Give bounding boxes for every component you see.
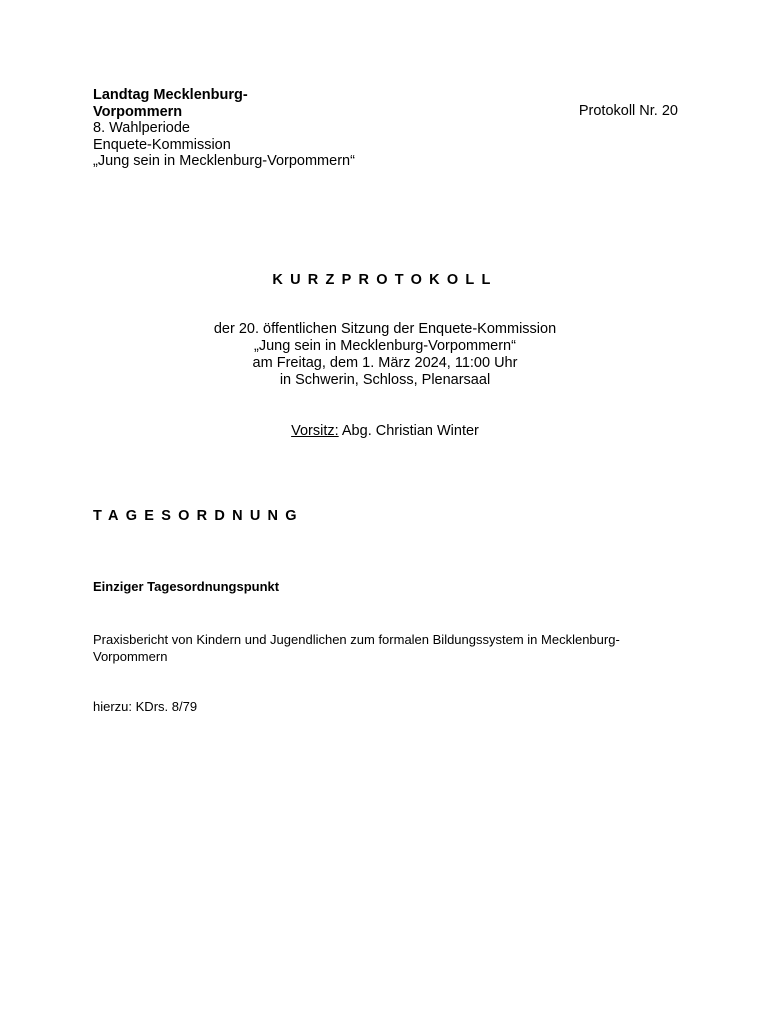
session-line-1: der 20. öffentlichen Sitzung der Enquete-Kommission [213,321,557,337]
agenda-heading: TAGESORDNUNG [93,508,304,524]
agenda-item-desc-line-2: Vorpommern [93,648,168,664]
document-reference: hierzu: KDrs. 8/79 [93,699,198,714]
session-line-3: am Freitag, dem 1. März 2024, 11:00 Uhr [252,355,518,371]
chair-line [0,423,770,440]
document-header [93,87,355,170]
parliament-name-line1: Landtag Mecklenburg- [93,87,248,103]
chair-name: Abg. Christian Winter [341,423,479,439]
session-line-2: „Jung sein in Mecklenburg-Vorpommern“ [254,338,516,354]
commission-name: „Jung sein in Mecklenburg-Vorpommern“ [93,153,355,169]
commission-type: Enquete-Kommission [93,136,231,153]
parliament-name-line2: Vorpommern [93,103,183,120]
protocol-number: Protokoll Nr. 20 [578,103,678,119]
legislative-period: 8. Wahlperiode [93,120,190,136]
session-details [0,321,770,389]
agenda-item-description [93,632,683,665]
agenda-item-desc-line-1: Praxisbericht von Kindern und Jugendlichen zum formalen Bildungssystem in Mecklenburg- [93,632,620,647]
session-line-4: in Schwerin, Schloss, Plenarsaal [279,372,491,388]
agenda-item-title: Einziger Tagesordnungspunkt [93,579,280,594]
document-title: KURZPROTOKOLL [272,272,498,288]
chair-label: Vorsitz: [291,423,339,439]
